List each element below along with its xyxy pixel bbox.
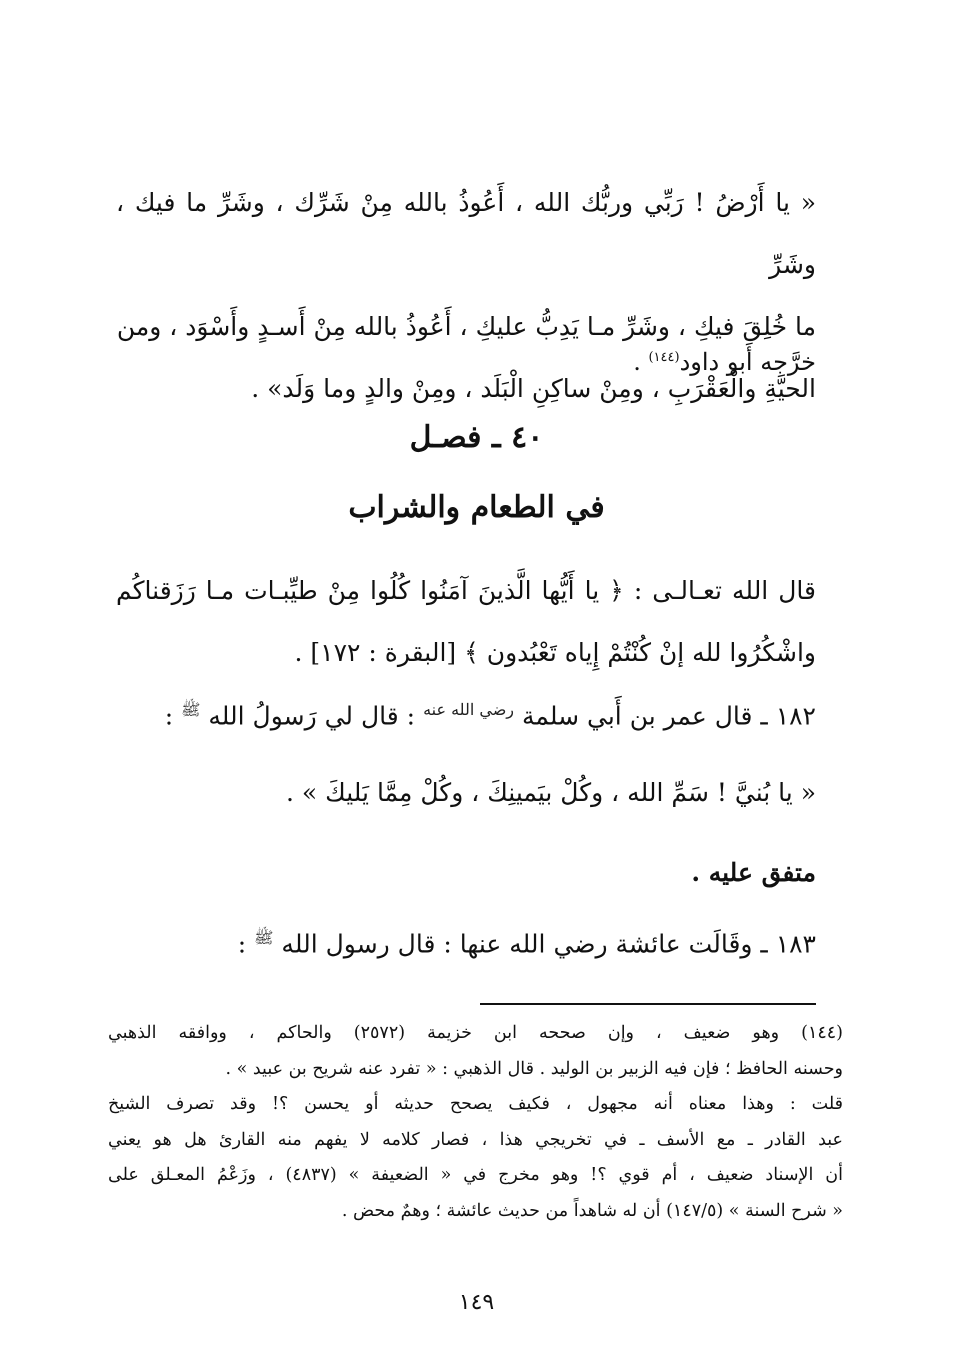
hadith-182-text: « يا بُنيَّ ! سَمِّ الله ، وكُلْ بيَمينِكَ ، وكُلْ مِمَّا يَليكَ » . xyxy=(286,778,816,807)
hadith-line-2: ما خُلِقَ فيكِ ، وشَرِّ مـا يَدِبُّ عليكِ ، أَعُوذُ بالله مِنْ أَسـدٍ وأَسْوَد ، ومن xyxy=(116,312,816,341)
verse-line-1: قال الله تعـالـى : ﴿ يا أَيُّها الَّذينَ آمَنُوا كُلُوا مِنْ طيِّبـات مـا رَزَقناكُم xyxy=(116,576,816,605)
hadith-line-1: « يا أَرْضُ ! رَبِّي وربُّك الله ، أَعُوذُ بالله مِنْ شَرِّك ، وشَرِّ ما فيك ، وشَرِّ xyxy=(116,188,816,279)
hadith-183-intro xyxy=(238,928,816,958)
footnotes-block xyxy=(108,1016,843,1229)
radi-allahu-anhu-glyph: رضي الله عنه xyxy=(423,700,515,719)
footnote-line-3: قلت : وهذا معناه أنه مجهول ، فكيف يصحح حديثه أو يحسن ؟! وقد تصرف الشيخ xyxy=(108,1094,843,1114)
footnote-line-1: (١٤٤) وهو ضعيف ، وإن صححه ابن خزيمة (٢٥٧٢) والحاكم ، ووافقه الذهبي xyxy=(108,1023,843,1043)
takhrij-line xyxy=(633,348,816,376)
footnote-line-5: أن الإسناد ضعيف ، أم قوي ؟! وهو مخرج في « الضعيفة » (٤٨٣٧) ، وزَعْمُ المعـلق على xyxy=(108,1165,843,1185)
hadith-182-intro xyxy=(165,700,816,730)
footnote-line-4: عبد القادر ـ مع الأسف ـ في تخريجي هذا ، فصار كلامه لا يفهم منه القارئ هل هو يعني xyxy=(108,1129,843,1150)
salla-allahu-glyph: ﷺ xyxy=(181,700,201,719)
section-number: ٤٠ ـ فصـل xyxy=(409,420,544,455)
hadith-183-colon: : xyxy=(237,929,247,959)
page-number: ١٤٩ xyxy=(458,1290,495,1315)
salla-allahu-glyph: ﷺ xyxy=(254,928,274,947)
hadith-182-narrator: ١٨٢ ـ قال عمر بن أَبي سلمة xyxy=(521,701,816,731)
footnote-line-2: وحسنه الحافظ ؛ فإن فيه الزبير بن الوليد . قال الذهبي : « تفرد عنه شريح بن عبيد » . xyxy=(225,1058,843,1079)
hadith-182-colon: : xyxy=(164,701,174,731)
footnote-line-6: « شرح السنة » (١٤٧/٥) أن له شاهداً من حديث عائشة ؛ وهمٌ محض . xyxy=(341,1200,843,1221)
muttafaq-alayh: متفق عليه . xyxy=(691,858,816,887)
hadith-183-narrator: ١٨٣ ـ وقَالَت عائشة رضي الله عنها : قال رسول الله xyxy=(281,929,816,959)
hadith-text-block xyxy=(116,172,816,420)
takhrij-end: . xyxy=(633,348,649,376)
verse-block xyxy=(116,560,816,684)
verse-line-2: واشْكُرُوا لله إنْ كُنْتُمْ إِياه تَعْبُدون ﴾ [البقرة : ١٧٢] . xyxy=(294,638,816,667)
footnote-separator xyxy=(480,1003,816,1005)
hadith-line-3: الحيَّةِ والْعَقْرَبِ ، ومِنْ ساكِنِ الْبَلَد ، ومِنْ والدٍ وما وَلَد» . xyxy=(251,374,816,403)
footnote-ref-144[interactable]: (١٤٤) xyxy=(648,350,680,365)
takhrij-text: خرَّجه أَبو داود xyxy=(679,348,816,376)
hadith-182-said: : قال لي رَسولُ الله xyxy=(208,701,416,731)
section-title: في الطعام والشراب xyxy=(348,490,605,525)
